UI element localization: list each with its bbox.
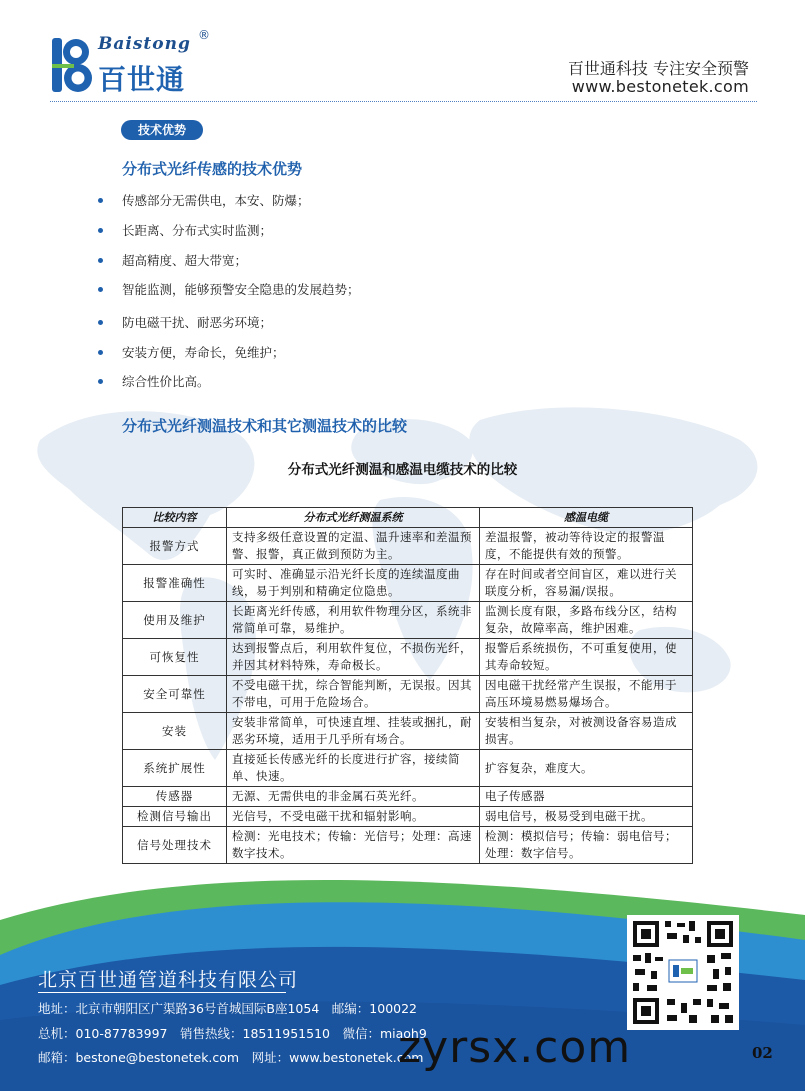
table-row (123, 807, 693, 827)
list-item: 安装方便，寿命长，免维护； (122, 345, 285, 360)
table-row (123, 565, 693, 602)
bullet-icon (98, 228, 103, 233)
comparison-table (122, 507, 693, 864)
list-item: 传感部分无需供电，本安、防爆； (122, 193, 310, 208)
bullet-icon (98, 350, 103, 355)
cable-cell: 差温报警，被动等待设定的报警温度，不能提供有效的预警。 (480, 528, 693, 565)
table-row (123, 528, 693, 565)
fiber-cell: 安装非常简单，可快速直埋、挂装或捆扎，耐恶劣环境，适用于几乎所有场合。 (227, 713, 480, 750)
comparison-heading: 分布式光纤测温技术和其它测温技术的比较 (122, 417, 408, 435)
company-logo (50, 30, 225, 100)
bullet-icon (98, 287, 103, 292)
bullet-icon (98, 379, 103, 384)
advantages-heading: 分布式光纤传感的技术优势 (122, 160, 303, 178)
row-label: 安全可靠性 (123, 676, 227, 713)
table-header-row (123, 508, 693, 528)
fiber-cell: 长距离光纤传感，利用软件物理分区，系统非常简单可靠，易维护。 (227, 602, 480, 639)
cable-cell: 存在时间或者空间盲区，难以进行关联度分析，容易漏/误报。 (480, 565, 693, 602)
bullet-icon (98, 258, 103, 263)
cable-cell: 检测：模拟信号；传输：弱电信号；处理：数字信号。 (480, 827, 693, 864)
footer-phones: 总机：010-87783997 销售热线：18511951510 微信：miaoh9 (38, 1026, 427, 1041)
row-label: 检测信号输出 (123, 807, 227, 827)
fiber-cell: 可实时、准确显示沿光纤长度的连续温度曲线，易于判别和精确定位隐患。 (227, 565, 480, 602)
row-label: 报警方式 (123, 528, 227, 565)
bullet-icon (98, 198, 103, 203)
cable-cell: 弱电信号，极易受到电磁干扰。 (480, 807, 693, 827)
table-row (123, 676, 693, 713)
row-label: 可恢复性 (123, 639, 227, 676)
brand-english-name: Baistong (98, 34, 191, 54)
bullet-icon (98, 320, 103, 325)
list-item: 长距离、分布式实时监测； (122, 223, 273, 238)
table-row (123, 750, 693, 787)
row-label: 报警准确性 (123, 565, 227, 602)
row-label: 系统扩展性 (123, 750, 227, 787)
table-row (123, 713, 693, 750)
header-divider (50, 101, 757, 102)
qr-code (627, 915, 739, 1030)
fiber-cell: 无源、无需供电的非金属石英光纤。 (227, 787, 480, 807)
fiber-cell: 达到报警点后，利用软件复位，不损伤光纤，并因其材料特殊，寿命极长。 (227, 639, 480, 676)
row-label: 使用及维护 (123, 602, 227, 639)
cable-cell: 监测长度有限，多路布线分区，结构复杂，故障率高，维护困难。 (480, 602, 693, 639)
list-item: 防电磁干扰、耐恶劣环境； (122, 315, 273, 330)
row-label: 信号处理技术 (123, 827, 227, 864)
fiber-cell: 直接延长传感光纤的长度进行扩容，接续简单、快速。 (227, 750, 480, 787)
row-label: 安装 (123, 713, 227, 750)
footer-address: 地址：北京市朝阳区广渠路36号首城国际B座1054 邮编：100022 (38, 1001, 418, 1016)
footer-email-website: 邮箱：bestone@bestonetek.com 网址：www.bestonetek.com (38, 1050, 424, 1065)
qr-code-icon (627, 915, 739, 1030)
cable-cell: 电子传感器 (480, 787, 693, 807)
table-row (123, 639, 693, 676)
section-tag: 技术优势 (121, 120, 203, 140)
column-header: 感温电缆 (480, 508, 693, 528)
list-item: 综合性价比高。 (122, 374, 210, 389)
list-item: 超高精度、超大带宽； (122, 253, 248, 268)
fiber-cell: 支持多级任意设置的定温、温升速率和差温预警、报警，真正做到预防为主。 (227, 528, 480, 565)
fiber-cell: 检测：光电技术；传输：光信号；处理：高速数字技术。 (227, 827, 480, 864)
registered-mark: ® (198, 28, 210, 42)
fiber-cell: 光信号，不受电磁干扰和辐射影响。 (227, 807, 480, 827)
cable-cell: 安装相当复杂，对被测设备容易造成损害。 (480, 713, 693, 750)
footer-divider (38, 992, 286, 993)
column-header: 比较内容 (123, 508, 227, 528)
brand-chinese-name: 百世通 (98, 63, 186, 96)
page-number: 02 (752, 1044, 773, 1062)
table-row (123, 602, 693, 639)
logo-b-mark-icon (50, 36, 94, 94)
column-header: 分布式光纤测温系统 (227, 508, 480, 528)
row-label: 传感器 (123, 787, 227, 807)
table-row (123, 827, 693, 864)
list-item: 智能监测，能够预警安全隐患的发展趋势； (122, 282, 360, 297)
footer-company-name: 北京百世通管道科技有限公司 (38, 969, 299, 991)
header-tagline: 百世通科技 专注安全预警 (567, 59, 749, 78)
table-row (123, 787, 693, 807)
cable-cell: 扩容复杂，难度大。 (480, 750, 693, 787)
table-caption: 分布式光纤测温和感温电缆技术的比较 (287, 462, 518, 478)
cable-cell: 因电磁干扰经常产生误报，不能用于高压环境易燃易爆场合。 (480, 676, 693, 713)
watermark: zyrsx.com (398, 1022, 632, 1073)
cable-cell: 报警后系统损伤，不可重复使用，使其寿命较短。 (480, 639, 693, 676)
header-website: www.bestonetek.com (571, 77, 749, 96)
fiber-cell: 不受电磁干扰，综合智能判断，无误报。因其不带电，可用于危险场合。 (227, 676, 480, 713)
